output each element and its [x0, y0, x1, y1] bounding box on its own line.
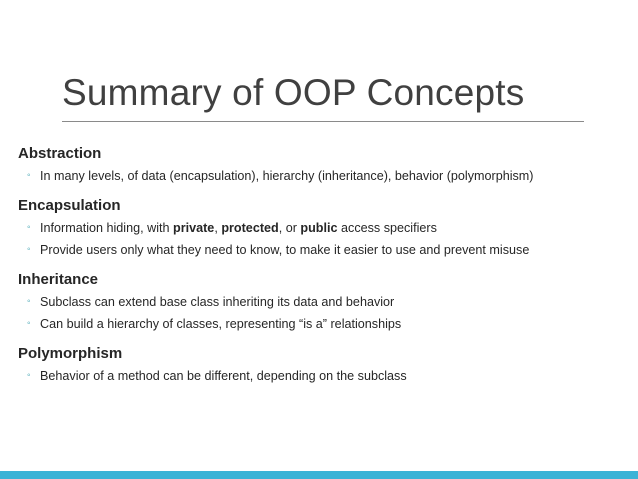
- bullet-circle-icon: ◦: [27, 296, 31, 307]
- keyword-public: public: [300, 221, 338, 235]
- keyword-private: private: [173, 221, 215, 235]
- section-encapsulation: [18, 195, 628, 261]
- bullet-circle-icon: ◦: [27, 370, 31, 381]
- section-abstraction: [18, 143, 628, 187]
- bullet-text: Subclass can extend base class inheriting its data and behavior: [40, 295, 395, 309]
- section-inheritance: [18, 269, 628, 335]
- bullet-circle-icon: ◦: [27, 318, 31, 329]
- footer-accent-bar: [0, 471, 638, 479]
- text-run: access specifiers: [337, 221, 437, 235]
- bullet-text: Behavior of a method can be different, depending on the subclass: [40, 369, 407, 383]
- bullet-circle-icon: ◦: [27, 222, 31, 233]
- bullet-item: [18, 239, 628, 261]
- bullet-item: [18, 291, 628, 313]
- text-run: ,: [214, 221, 222, 235]
- bullet-item: [18, 365, 628, 387]
- section-heading: Inheritance: [18, 271, 99, 288]
- bullet-circle-icon: ◦: [27, 244, 31, 255]
- section-polymorphism: [18, 343, 628, 387]
- bullet-text: Provide users only what they need to know, to make it easier to use and prevent misuse: [40, 243, 530, 257]
- slide-title: Summary of OOP Concepts: [62, 72, 525, 113]
- slide-content: [18, 143, 628, 387]
- section-heading: Polymorphism: [18, 345, 123, 362]
- bullet-circle-icon: ◦: [27, 170, 31, 181]
- title-underline: [62, 121, 584, 122]
- bullet-item: [18, 217, 628, 239]
- bullet-item: [18, 313, 628, 335]
- section-heading: Encapsulation: [18, 197, 121, 214]
- bullet-text: [40, 217, 437, 239]
- text-run: Information hiding, with: [40, 221, 174, 235]
- bullet-item: [18, 165, 628, 187]
- keyword-protected: protected: [221, 221, 279, 235]
- section-heading: Abstraction: [18, 145, 102, 162]
- bullet-text: Can build a hierarchy of classes, representing “is a” relationships: [40, 317, 402, 331]
- text-run: , or: [278, 221, 301, 235]
- bullet-text: In many levels, of data (encapsulation), hierarchy (inheritance), behavior (polymorphism): [40, 169, 534, 183]
